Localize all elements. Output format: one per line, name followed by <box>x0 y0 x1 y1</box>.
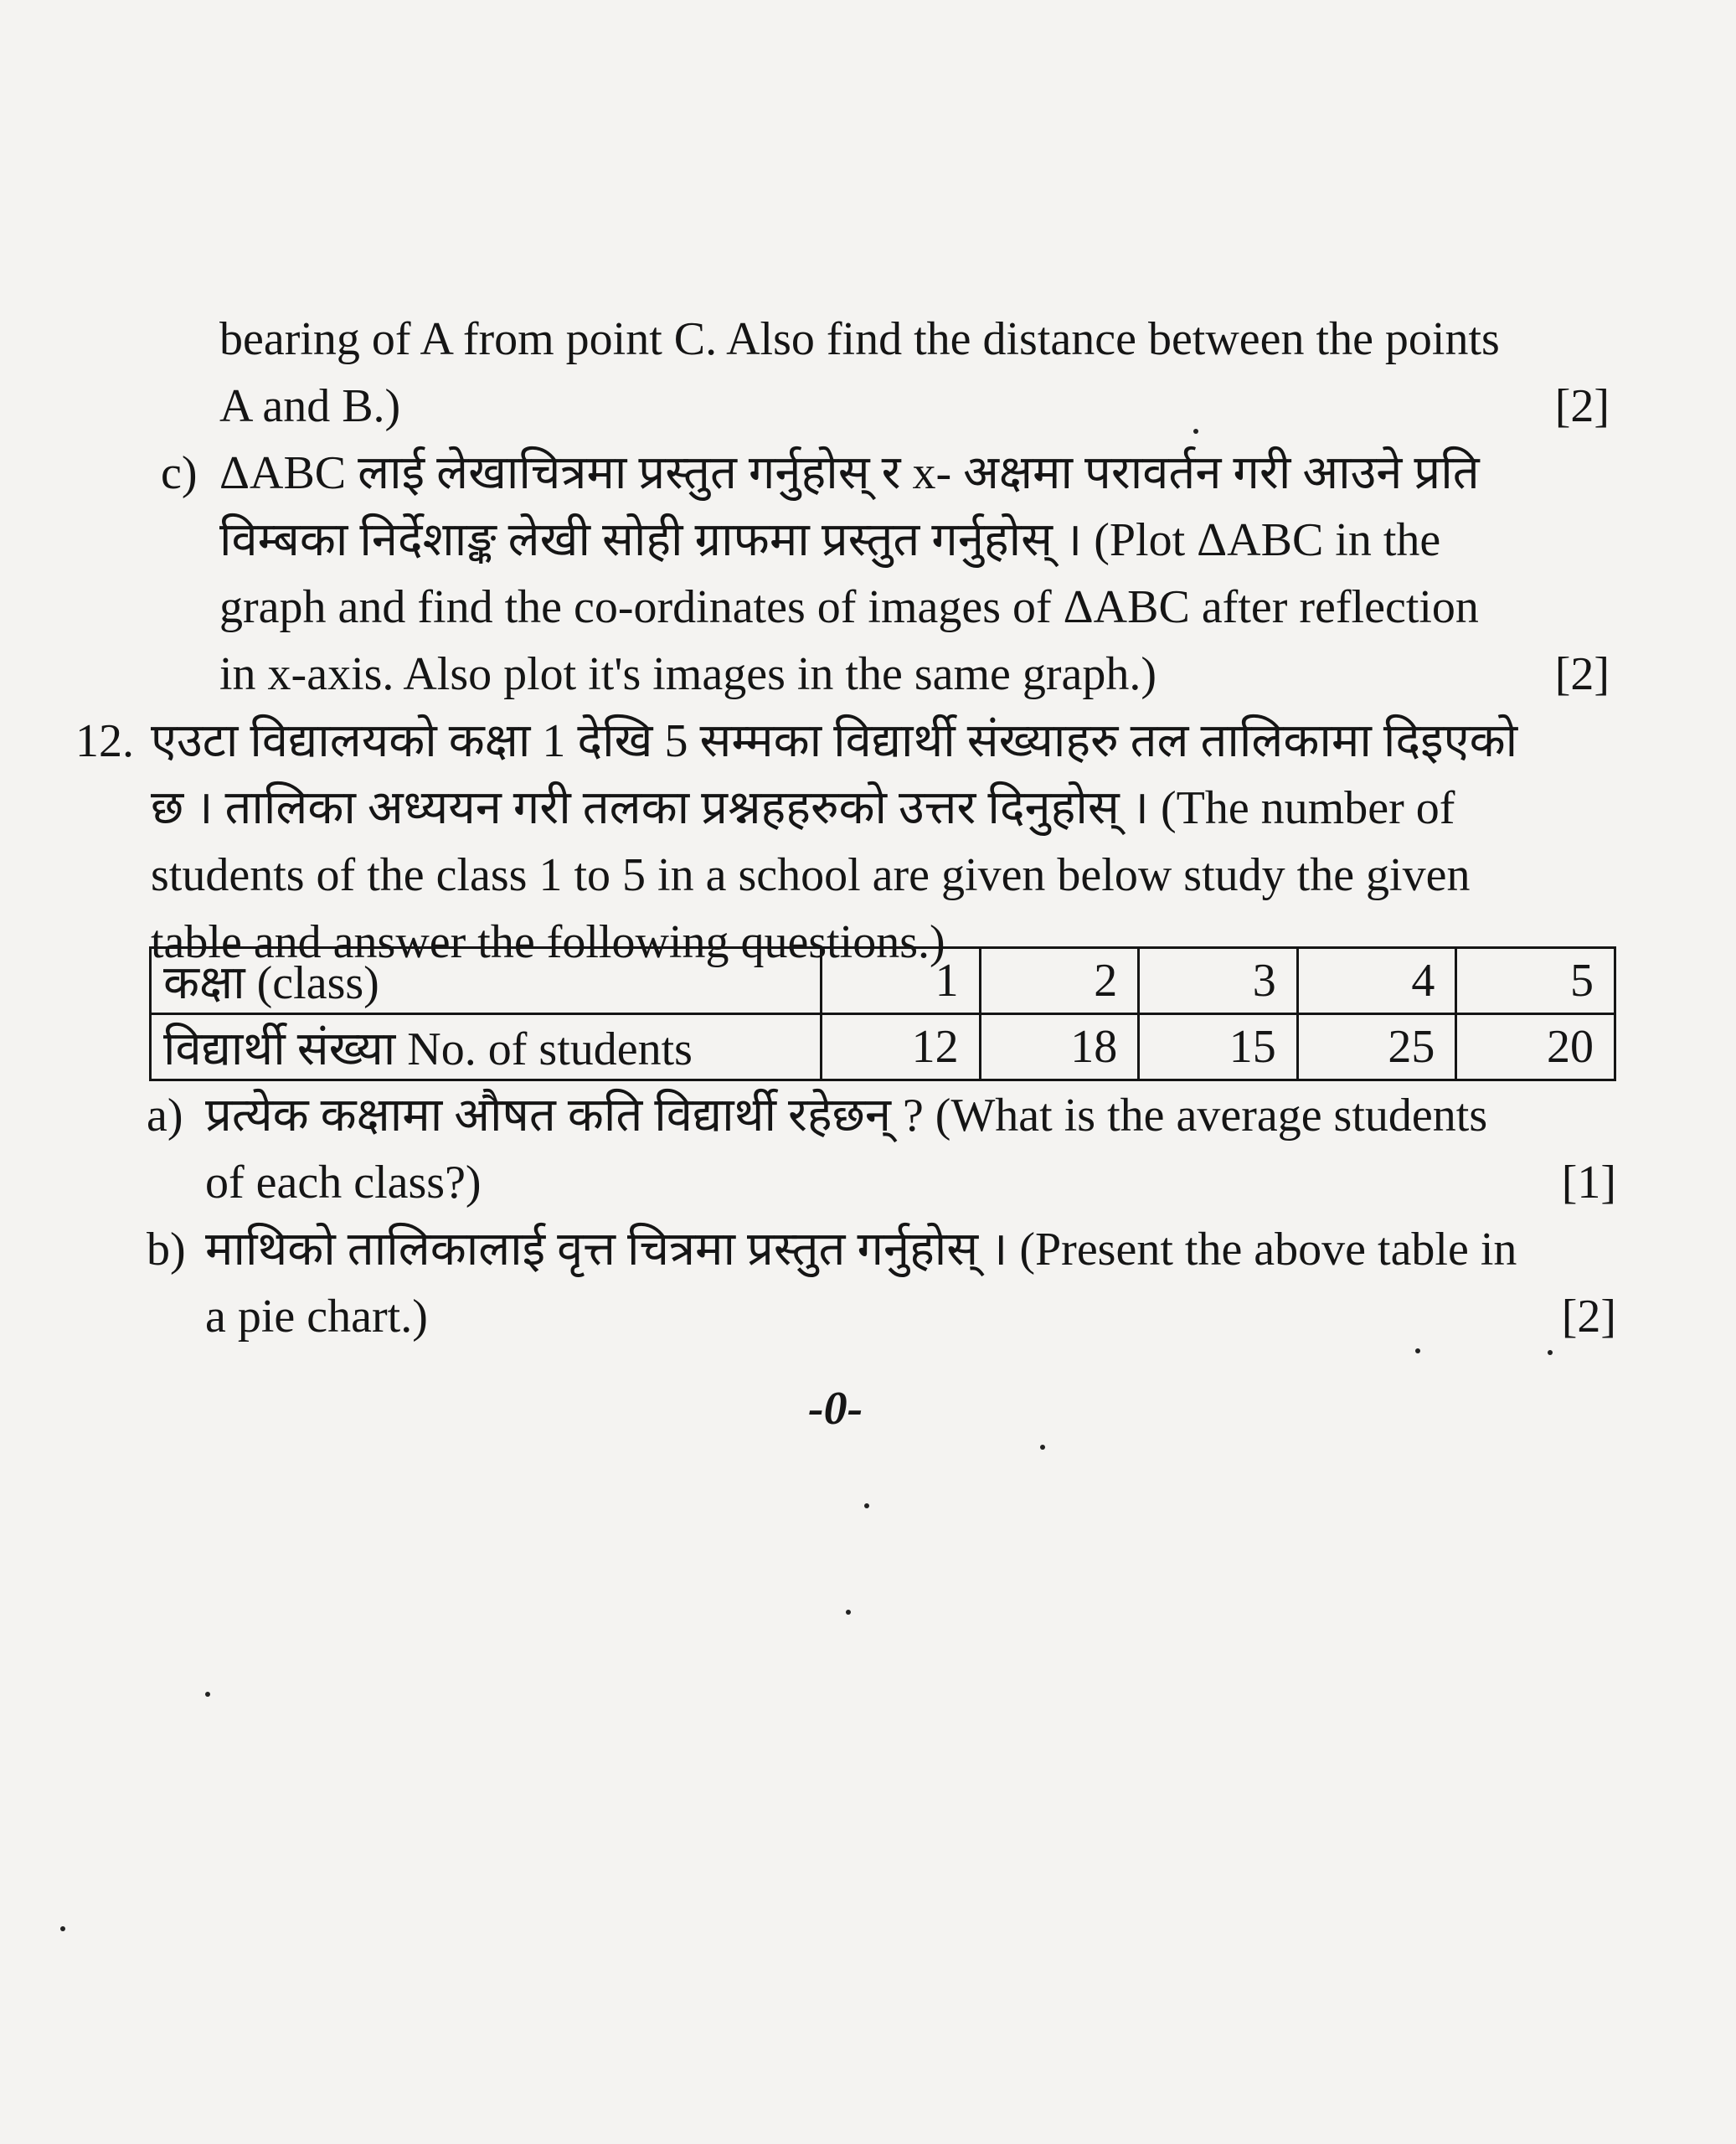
table-row <box>151 948 1615 1014</box>
q11c-text: विम्बका निर्देशाङ्क लेखी सोही ग्राफमा प्रस्तुत गर्नुहोस् । (Plot ΔABC in the <box>219 514 1441 566</box>
scan-speck <box>1040 1445 1045 1450</box>
scan-speck <box>1415 1348 1420 1353</box>
q12-line <box>151 708 1616 775</box>
q12b-line <box>205 1216 1616 1283</box>
q12-part-b <box>147 1216 1616 1350</box>
students-cell: 15 <box>1139 1014 1298 1080</box>
class-cell: 1 <box>822 948 981 1014</box>
q11c-text: ΔABC लाई लेखाचित्रमा प्रस्तुत गर्नुहोस् र x- अक्षमा परावर्तन गरी आउने प्रति <box>219 447 1480 499</box>
part-label: a) <box>147 1090 183 1142</box>
q11c-line <box>219 641 1610 708</box>
q12-text: छ । तालिका अध्ययन गरी तलका प्रश्नहहरुको उत्तर दिनुहोस् । (The number of <box>151 782 1455 834</box>
class-cell: 3 <box>1139 948 1298 1014</box>
marks-label: [1] <box>1561 1157 1616 1209</box>
students-table <box>149 946 1616 1081</box>
scan-speck <box>60 1926 65 1931</box>
q12-text: students of the class 1 to 5 in a school are given below study the given <box>151 849 1471 901</box>
marks-label: [2] <box>1561 1291 1616 1343</box>
scan-speck <box>846 1610 851 1615</box>
students-cell: 20 <box>1456 1014 1615 1080</box>
q12a-line <box>205 1149 1616 1216</box>
q11c-text: graph and find the co-ordinates of images of ΔABC after reflection <box>219 581 1479 633</box>
marks-label: [2] <box>1554 648 1610 700</box>
q11-text: A and B.) <box>219 380 401 432</box>
part-label: c) <box>161 447 198 499</box>
q11-line <box>219 373 1610 440</box>
students-cell: 18 <box>980 1014 1139 1080</box>
marks-label: [2] <box>1554 380 1610 432</box>
q12-line <box>151 775 1616 842</box>
q12a-line <box>205 1082 1616 1149</box>
q11-text: bearing of A from point C. Also find the distance between the points <box>219 313 1500 365</box>
q11c-line <box>219 440 1610 507</box>
class-cell: 4 <box>1297 948 1456 1014</box>
class-cell: 5 <box>1456 948 1615 1014</box>
q11c-line <box>219 507 1610 574</box>
table-row-header: कक्षा (class) <box>151 948 822 1014</box>
q12-line <box>151 842 1616 909</box>
q12b-text: a pie chart.) <box>205 1291 428 1343</box>
q12b-line <box>205 1283 1616 1350</box>
q12-text: table and answer the following questions.) <box>151 916 945 968</box>
students-cell: 25 <box>1297 1014 1456 1080</box>
scan-speck <box>864 1503 869 1508</box>
q12a-text: of each class?) <box>205 1157 482 1209</box>
q11-part-c <box>161 440 1610 708</box>
part-label: b) <box>147 1224 186 1276</box>
page-footer: -0- <box>808 1383 863 1435</box>
scan-speck <box>1193 429 1198 434</box>
q12a-text: प्रत्येक कक्षामा औषत कति विद्यार्थी रहेछन् ? (What is the average students <box>205 1090 1488 1142</box>
q11c-text: in x-axis. Also plot it's images in the same graph.) <box>219 648 1157 700</box>
class-cell: 2 <box>980 948 1139 1014</box>
students-cell: 12 <box>822 1014 981 1080</box>
table-row <box>151 1014 1615 1080</box>
q12-text: एउटा विद्यालयको कक्षा 1 देखि 5 सम्मका विद्यार्थी संख्याहरु तल तालिकामा दिइएको <box>151 715 1518 767</box>
scan-speck <box>205 1692 210 1697</box>
table-row-header: विद्यार्थी संख्या No. of students <box>151 1014 822 1080</box>
q11-line <box>219 306 1610 373</box>
q12-intro <box>75 708 1616 976</box>
q12b-text: माथिको तालिकालाई वृत्त चित्रमा प्रस्तुत गर्नुहोस् । (Present the above table in <box>205 1224 1517 1276</box>
q11c-line <box>219 574 1610 641</box>
scan-speck <box>1548 1350 1553 1355</box>
q12-part-a <box>147 1082 1616 1216</box>
q11-continuation <box>219 306 1610 440</box>
question-number: 12. <box>75 715 134 767</box>
